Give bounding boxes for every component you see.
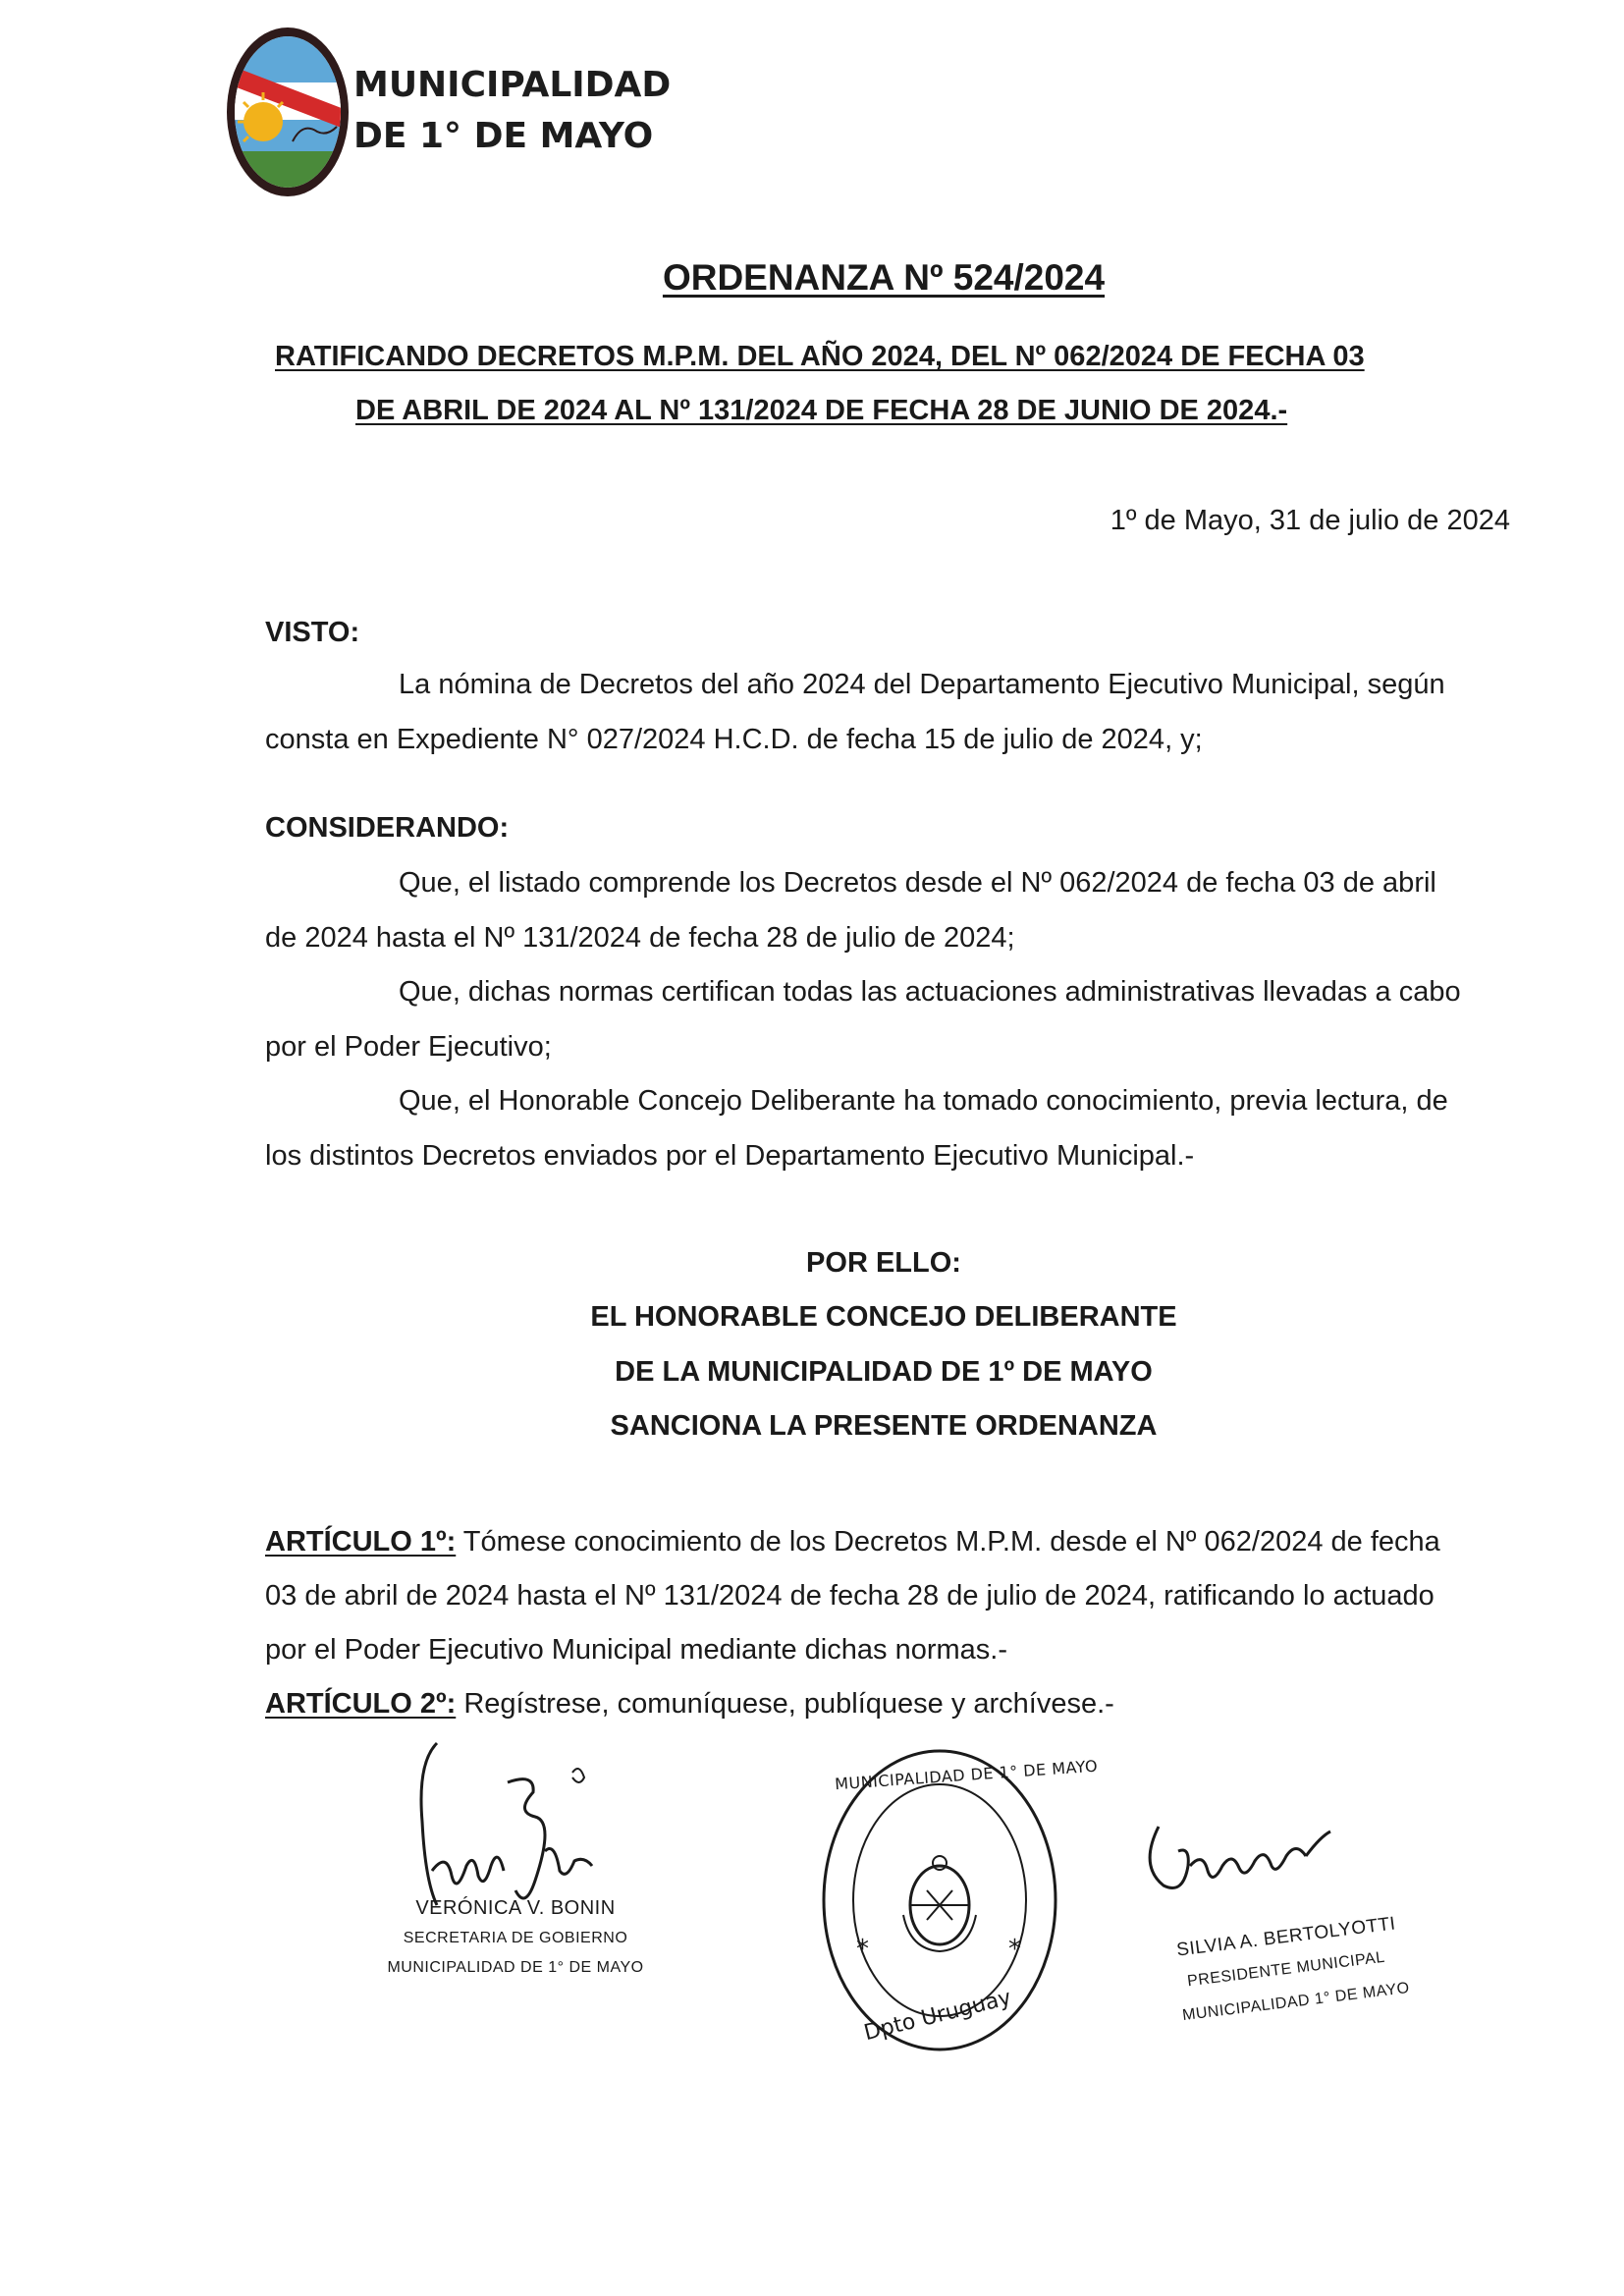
document-date: 1º de Mayo, 31 de julio de 2024 <box>1110 505 1510 536</box>
resolution-line4: SANCIONA LA PRESENTE ORDENANZA <box>610 1410 1158 1442</box>
resolution-line1: POR ELLO: <box>806 1247 961 1279</box>
considerando-p3-line1: Que, el Honorable Concejo Deliberante ha tomado conocimiento, previa lectura, de <box>399 1085 1448 1117</box>
signature-right-org: MUNICIPALIDAD 1° DE MAYO <box>1181 1979 1411 2025</box>
articulo1-line1 <box>265 1514 1440 1569</box>
articulo2-text: Regístrese, comuníquese, publíquese y archívese.- <box>463 1688 1114 1720</box>
signature-right-role: PRESIDENTE MUNICIPAL <box>1186 1948 1386 1991</box>
municipal-crest-icon <box>224 24 352 200</box>
signature-left-role: SECRETARIA DE GOBIERNO <box>403 1930 628 1946</box>
ordinance-subtitle-line2: DE ABRIL DE 2024 AL Nº 131/2024 DE FECHA 28 DE JUNIO DE 2024.- <box>355 395 1288 426</box>
considerando-p3-line2: los distintos Decretos enviados por el Departamento Ejecutivo Municipal.- <box>265 1140 1195 1172</box>
articulo1-label: ARTÍCULO 1º: <box>265 1526 457 1558</box>
header-name-line1: MUNICIPALIDAD <box>353 65 672 105</box>
municipal-logo <box>224 24 352 200</box>
ordinance-title: ORDENANZA Nº 524/2024 <box>662 257 1106 298</box>
articulo1-line3: por el Poder Ejecutivo Municipal mediante dichas normas.- <box>265 1634 1007 1666</box>
visto-heading: VISTO: <box>265 617 360 648</box>
articulo1-line2: 03 de abril de 2024 hasta el Nº 131/2024 de fecha 28 de julio de 2024, ratificando lo actuado <box>265 1580 1435 1612</box>
considerando-p1-line2: de 2024 hasta el Nº 131/2024 de fecha 28 de julio de 2024; <box>265 922 1015 954</box>
considerando-p2-line2: por el Poder Ejecutivo; <box>265 1031 552 1063</box>
header-name-line2: DE 1° DE MAYO <box>353 116 654 156</box>
seal-top-text: MUNICIPALIDAD DE 1° DE MAYO <box>834 1756 1099 1794</box>
seal-bottom-text: Dpto Uruguay <box>861 1985 1014 2047</box>
svg-text:*: * <box>856 1935 869 1964</box>
ordinance-subtitle-line1: RATIFICANDO DECRETOS M.P.M. DEL AÑO 2024, DEL Nº 062/2024 DE FECHA 03 <box>275 341 1365 372</box>
signature-right-name: SILVIA A. BERTOLYOTTI <box>1175 1913 1397 1961</box>
articulo2-label: ARTÍCULO 2º: <box>265 1688 457 1720</box>
signature-left-name: VERÓNICA V. BONIN <box>415 1897 616 1919</box>
visto-line1: La nómina de Decretos del año 2024 del Departamento Ejecutivo Municipal, según <box>399 669 1445 700</box>
considerando-heading: CONSIDERANDO: <box>265 812 510 844</box>
visto-line2: consta en Expediente N° 027/2024 H.C.D. de fecha 15 de julio de 2024, y; <box>265 724 1203 755</box>
signature-scribble-right <box>1129 1807 1355 1915</box>
resolution-line2: EL HONORABLE CONCEJO DELIBERANTE <box>590 1301 1177 1333</box>
considerando-p2-line1: Que, dichas normas certifican todas las actuaciones administrativas llevadas a cabo <box>399 976 1461 1008</box>
resolution-line3: DE LA MUNICIPALIDAD DE 1º DE MAYO <box>615 1356 1153 1388</box>
articulo1-text: Tómese conocimiento de los Decretos M.P.M. desde el Nº 062/2024 de fecha <box>462 1526 1440 1558</box>
articulo2-line <box>265 1676 1114 1731</box>
svg-text:*: * <box>1008 1935 1021 1964</box>
signature-left-org: MUNICIPALIDAD DE 1° DE MAYO <box>387 1959 644 1976</box>
argentina-coat-of-arms-icon <box>903 1856 976 1951</box>
considerando-p1-line1: Que, el listado comprende los Decretos desde el Nº 062/2024 de fecha 03 de abril <box>399 867 1436 899</box>
